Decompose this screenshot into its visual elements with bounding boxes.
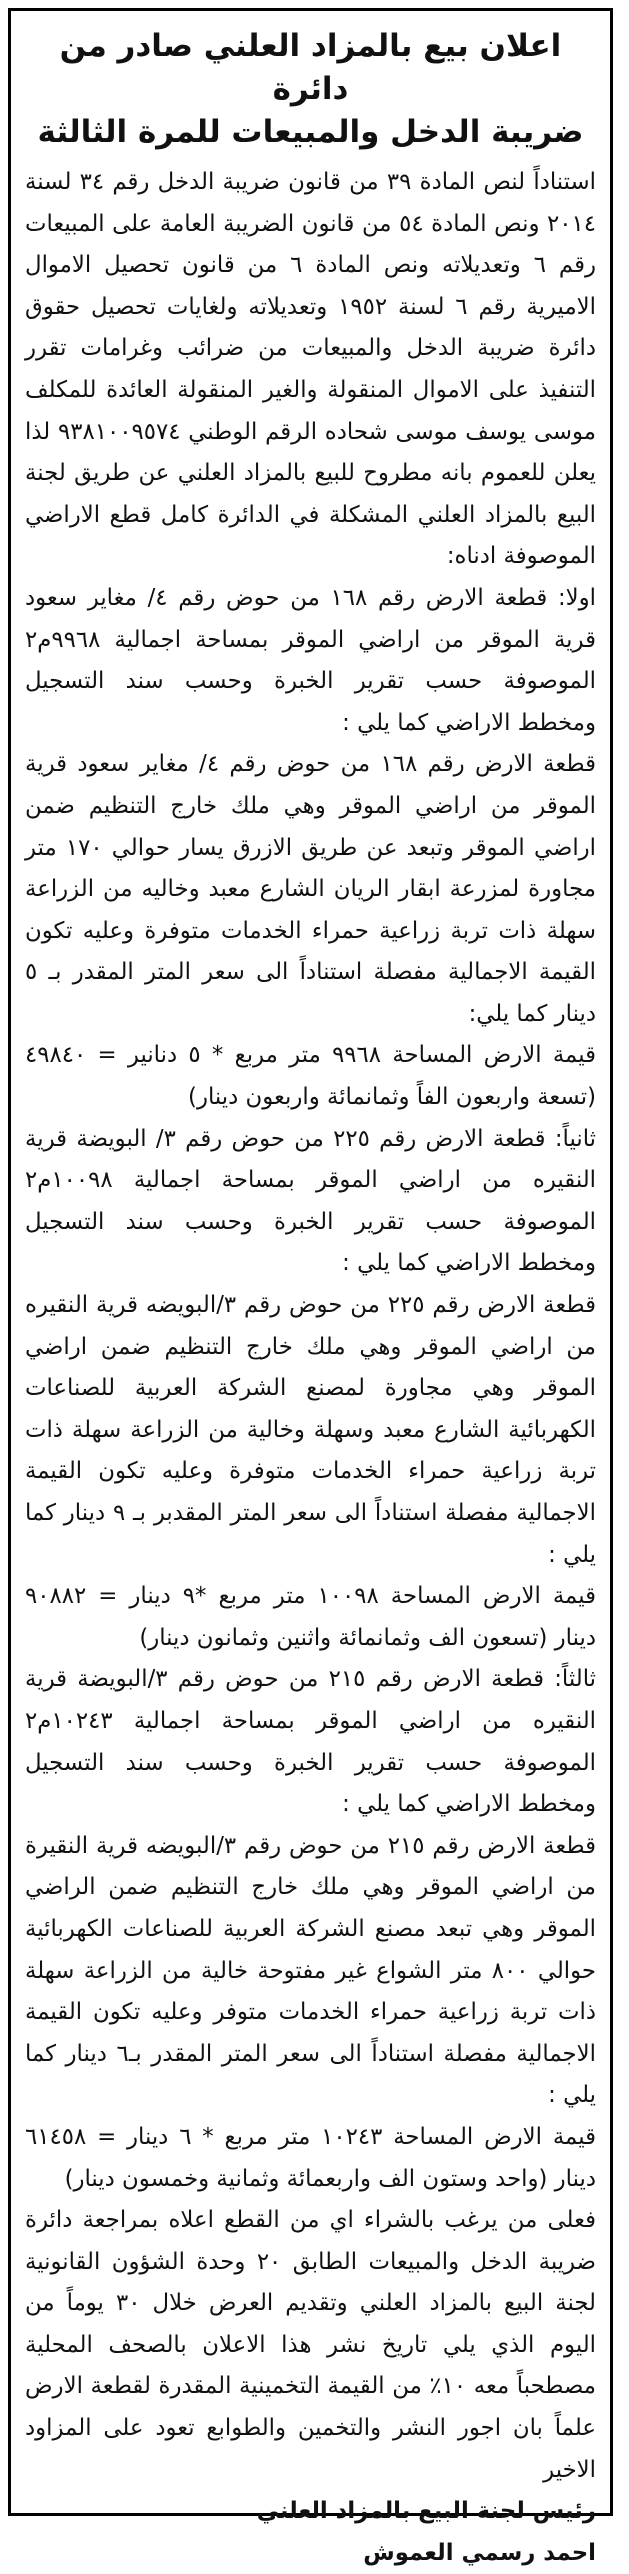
- signature-name: احمد رسمي العموش: [363, 2539, 596, 2566]
- signature-role: رئيس لجنة البيع بالمزاد العلني: [256, 2498, 596, 2525]
- land-3-value: قيمة الارض المساحة ١٠٢٤٣ متر مربع * ٦ دينار = ٦١٤٥٨ دينار (واحد وستون الف واربعمائة وثمانية وخمسون دينار): [25, 2123, 597, 2192]
- notice-title: [25, 25, 596, 154]
- land-1-value: قيمة الارض المساحة ٩٩٦٨ متر مربع * ٥ دنانير = ٤٩٨٤٠ (تسعة واربعون الفاً وثمانمائة واربعون دينار): [25, 1042, 596, 1111]
- legal-notice: [8, 8, 613, 2566]
- land-1-description: قطعة الارض رقم ١٦٨ من حوض رقم ٤/ مغاير سعود قرية الموقر من اراضي الموقر وهي ملك خارج التنظيم ضمن اراضي الموقر وتبعد عن طريق الازرق يسار حوالي ١٧٠ متر مجاورة لمزرعة ابقار الريان الشارع معبد وخاليه من الزراعة سهلة ذات تربة زراعية حمراء الخدمات متوفرة وعليه تكون القيمة الاجمالية مفصلة استناداً الى سعر المتر المقدر بـ ٥ دينار كما يلي:: [25, 751, 596, 1027]
- title-line-1: اعلان بيع بالمزاد العلني صادر من دائرة: [59, 28, 562, 107]
- intro-paragraph: استناداً لنص المادة ٣٩ من قانون ضريبة الدخل رقم ٣٤ لسنة ٢٠١٤ ونص المادة ٥٤ من قانون الضريبة العامة على المبيعات رقم ٦ وتعديلاته ونص المادة ٦ من قانون تحصيل الاموال الاميرية رقم ٦ لسنة ١٩٥٢ وتعديلاته ولغايات تحصيل حقوق دائرة ضريبة الدخل والمبيعات من ضرائب وغرامات تقرر التنفيذ على الاموال المنقولة والغير المنقولة العائدة للمكلف موسى يوسف موسى شحاده الرقم الوطني ٩٣٨١٠٠٩٥٧٤ لذا يعلن للعموم بانه مطروح للبيع بالمزاد العلني عن طريق لجنة البيع بالمزاد العلني المشكلة في الدائرة كامل قطع الاراضي الموصوفة ادناه:: [25, 169, 597, 570]
- land-3-description: قطعة الارض رقم ٢١٥ من حوض رقم ٣/البويضه قرية النقيرة من اراضي الموقر وهي ملك خارج التنظيم ضمن الراضي الموقر وهي تبعد مصنع الشركة العربية للصناعات الكهربائية حوالي ٨٠٠ متر الشواع غير مفتوحة خالية من الزراعة سهلة ذات تربة زراعية حمراء الخدمات متوفر وعليه تكون القيمة الاجمالية مفصلة استناداً الى سعر المتر المقدر بـ٦ دينار كما يلي :: [25, 1832, 596, 2109]
- land-2-value: قيمة الارض المساحة ١٠٠٩٨ متر مربع *٩ دينار = ٩٠٨٨٢ دينار (تسعون الف وثمانمائة واثنين وثمانون دينار): [25, 1583, 597, 1651]
- notice-body: [25, 162, 596, 2491]
- land-3-heading: ثالثاً: قطعة الارض رقم ٢١٥ من حوض رقم ٣/البويضة قرية النقيره من اراضي الموقر بمساحة اجمالية ١٠٢٤٣م٢ الموصوفة حسب تقرير الخبرة وحسب سند التسجيل ومخطط الاراضي كما يلي :: [25, 1666, 596, 1818]
- closing-paragraph: فعلى من يرغب بالشراء اي من القطع اعلاه بمراجعة دائرة ضريبة الدخل والمبيعات الطابق ٢٠ وحدة الشؤون القانونية لجنة البيع بالمزاد العلني وتقديم العرض خلال ٣٠ يوماً من اليوم الذي يلي تاريخ نشر هذا الاعلان بالصحف المحلية مصطحباً معه ١٠٪ من القيمة التخمينية المقدرة لقطعة الارض علماً بان اجور النشر والتخمين والطوابع تعود على المزاود الاخير: [25, 2207, 596, 2483]
- signature-block: [25, 2491, 596, 2574]
- land-1-heading: اولا: قطعة الارض رقم ١٦٨ من حوض رقم ٤/ مغاير سعود قرية الموقر من اراضي الموقر بمساحة اجمالية ٩٩٦٨م٢ الموصوفة حسب تقرير الخبرة وحسب سند التسجيل ومخطط الاراضي كما يلي :: [25, 584, 597, 736]
- title-line-2: ضريبة الدخل والمبيعات للمرة الثالثة: [37, 114, 584, 150]
- land-2-heading: ثانياً: قطعة الارض رقم ٢٢٥ من حوض رقم ٣/ البويضة قرية النقيره من اراضي الموقر بمساحة اجمالية ١٠٠٩٨م٢ الموصوفة حسب تقرير الخبرة وحسب سند التسجيل ومخطط الاراضي كما يلي :: [25, 1125, 596, 1277]
- land-2-description: قطعة الارض رقم ٢٢٥ من حوض رقم ٣/البويضه قرية النقيره من اراضي الموقر وهي ملك خارج التنظيم ضمن اراضي الموقر وهي مجاورة لمصنع الشركة العربية للصناعات الكهربائية الشارع معبد وسهلة وخالية من الزراعة سهلة ذات تربة زراعية حمراء الخدمات متوفرة وعليه تكون القيمة الاجمالية مفصلة استناداً الى سعر المتر المقدبر بـ ٩ دينار كما يلي :: [25, 1292, 596, 1568]
